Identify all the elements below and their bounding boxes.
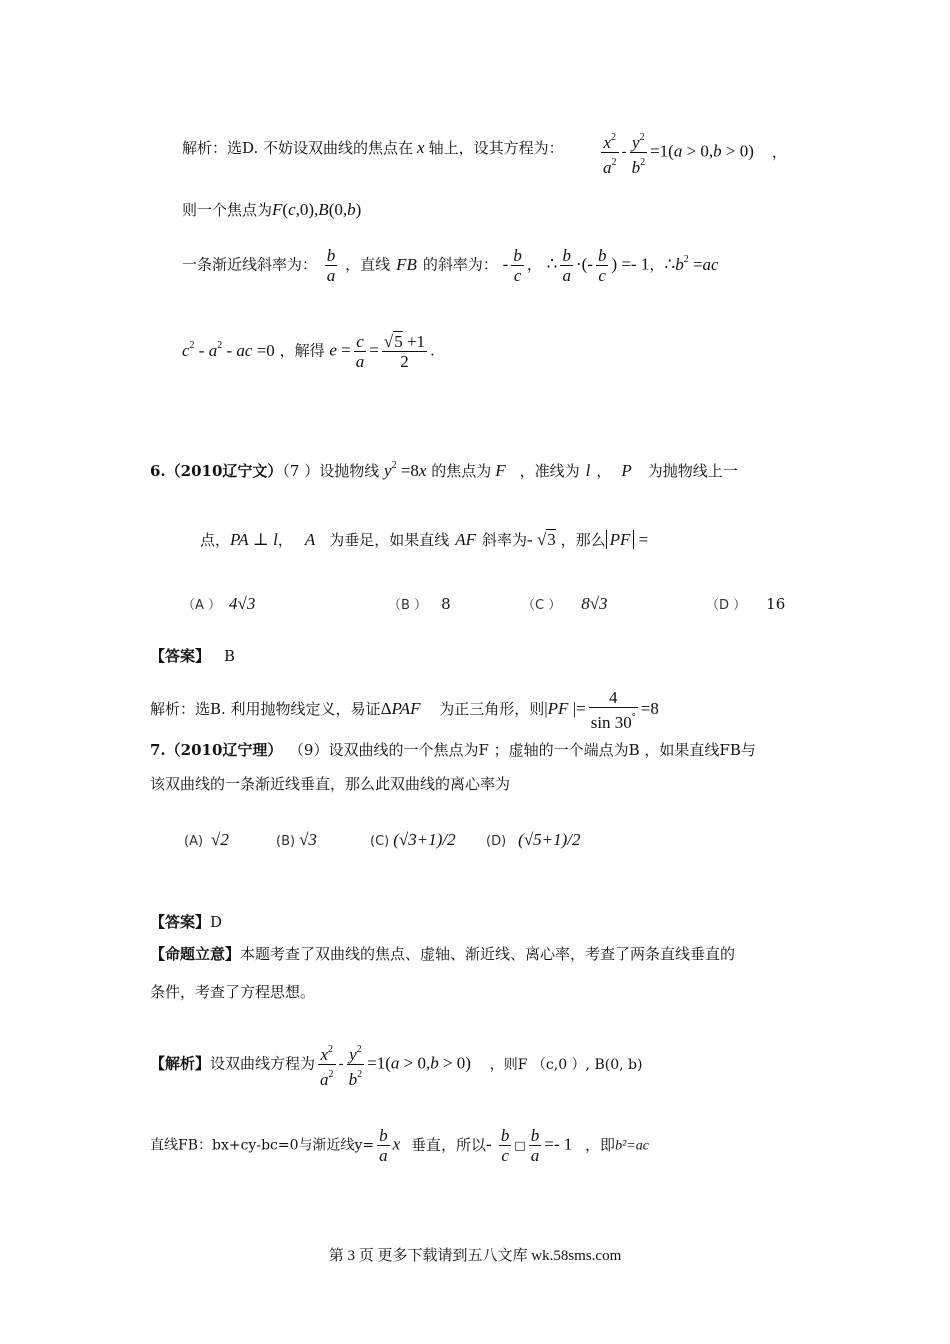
q7-intent-line1: 【命题立意】本题考查了双曲线的焦点、虚轴、渐近线、离心率，考查了两条直线垂直的 [150,945,736,963]
q6-line2-c: 斜率为 [482,531,528,549]
q7-question: （9）设双曲线的一个焦点为F ；虚轴的一个端点为B ，如果直线FB与 [296,741,756,759]
q7-option-a: (A) √2 [184,830,229,849]
q6-analysis-text2: 为正三角形，则 [439,700,545,718]
q7-option-b: (B) √3 [276,830,317,849]
q7-intent-line2: 条件，考查了方程思想。 [150,983,316,1001]
q7-analysis-line: 【解析】设双曲线方程为 $\frac{x^2}{a^2}$ - $\frac{y^2}{b^2}$ =1(a > 0,b > 0) ，则F （c,0 ）, B(0, b) [150,1040,642,1089]
q6-analysis-text: 解析：选B. 利用抛物线定义，易证 [150,700,381,718]
q6-number: 6.（2010辽宁文） [150,462,283,480]
q5-line2-lead: 则一个焦点为 [182,201,273,219]
q6-option-a: （A ） 4√3 [182,594,256,613]
q6-text2: 的焦点为 [431,462,492,480]
q5-hyperbola-equation: $\frac{x^2}{a^2}$ - $\frac{y^2}{b^2}$ =1(a > 0,b > 0) ， [598,128,787,177]
q7-number: 7.（2010辽宁理） [150,741,283,759]
q6-line2-b: 为垂足，如果直线 [329,531,450,549]
q7-question-line1 [150,740,756,760]
q6-line2-a: 点， [200,531,231,549]
q5-slope-mid2: 的斜率为： [422,255,498,274]
q6-analysis: 解析：选B. 利用抛物线定义，易证ΔPAF 为正三角形，则|PF |= $\frac{4}{\sin 30^\circ}$ =8 [150,688,659,732]
q6-option-d: （D ） 16 [706,595,786,613]
q7-fb-line: 直线FB：bx+cy-bc=0与渐近线y= $\frac{b}{a}$ x 垂直，所以- $\frac{b}{c}$ □ $\frac{b}{a}$ =- 1 ，即b²=ac [150,1126,649,1165]
axis-var: x [417,138,425,157]
q6-question-line1: 6.（2010辽宁文）（7 ）设抛物线 $y^2 =8x$ 的焦点为 F ，准线为 l ， P 为抛物线上一 [150,460,738,480]
line-fb: FB [396,254,417,274]
q6-text4: 为抛物线上一 [647,462,738,480]
q6-question-line2: 点，PA ⊥ l， A 为垂足，如果直线 AF 斜率为- √3 ，那么 PF = [200,530,649,549]
q5-axis-text: 轴上，设其方程为： [428,139,564,157]
q5-solve-line: $c^2 - a^2$ - ac =0 ，解得 e = $\frac{c}{a}$ = $\frac{√5 +1}{2}$ . [182,332,435,371]
q6-sub: （7 ）设抛物线 [282,462,380,480]
q6-line2-d: ，那么 [560,531,606,549]
q7-option-c: (C) (√3+1)/2 [370,830,456,849]
q5-analysis-line1 [182,138,564,158]
q5-analysis-lead: 解析：选D. 不妨设双曲线的焦点在 [182,139,414,157]
q7-answer: 【答案】D [150,913,223,931]
q5-slope-mid: ，直线 [345,255,391,274]
q6-option-b: （B ） 8 [388,595,451,613]
q7-question2: 该双曲线的一条渐近线垂直，那么此双曲线的离心率为 [150,775,511,793]
q6-text3: ，准线为 [519,462,580,480]
q5-slope-lead: 一条渐近线斜率为： [182,255,318,274]
q7-question-line2 [150,774,510,794]
q5-focus-line: 则一个焦点为F(c,0),B(0,b) [182,200,362,219]
q5-solve-text: ，解得 [279,341,325,360]
q6-answer: 【答案】 B [150,647,236,665]
q7-option-d: (D) (√5+1)/2 [486,830,581,849]
q6-option-c: （C ） 8√3 [522,594,608,613]
q5-slope-line: 一条渐近线斜率为： $\frac{b}{a}$ ，直线 FB 的斜率为： - $\frac{b}{c}$ ， ∴ $\frac{b}{a}$ ·(- $\frac{b}{c}$ ) =- 1，$\therefore b^2 =ac$ [182,246,719,285]
page-footer: 第 3 页 更多下载请到五八文库 wk.58sms.com [328,1248,622,1264]
